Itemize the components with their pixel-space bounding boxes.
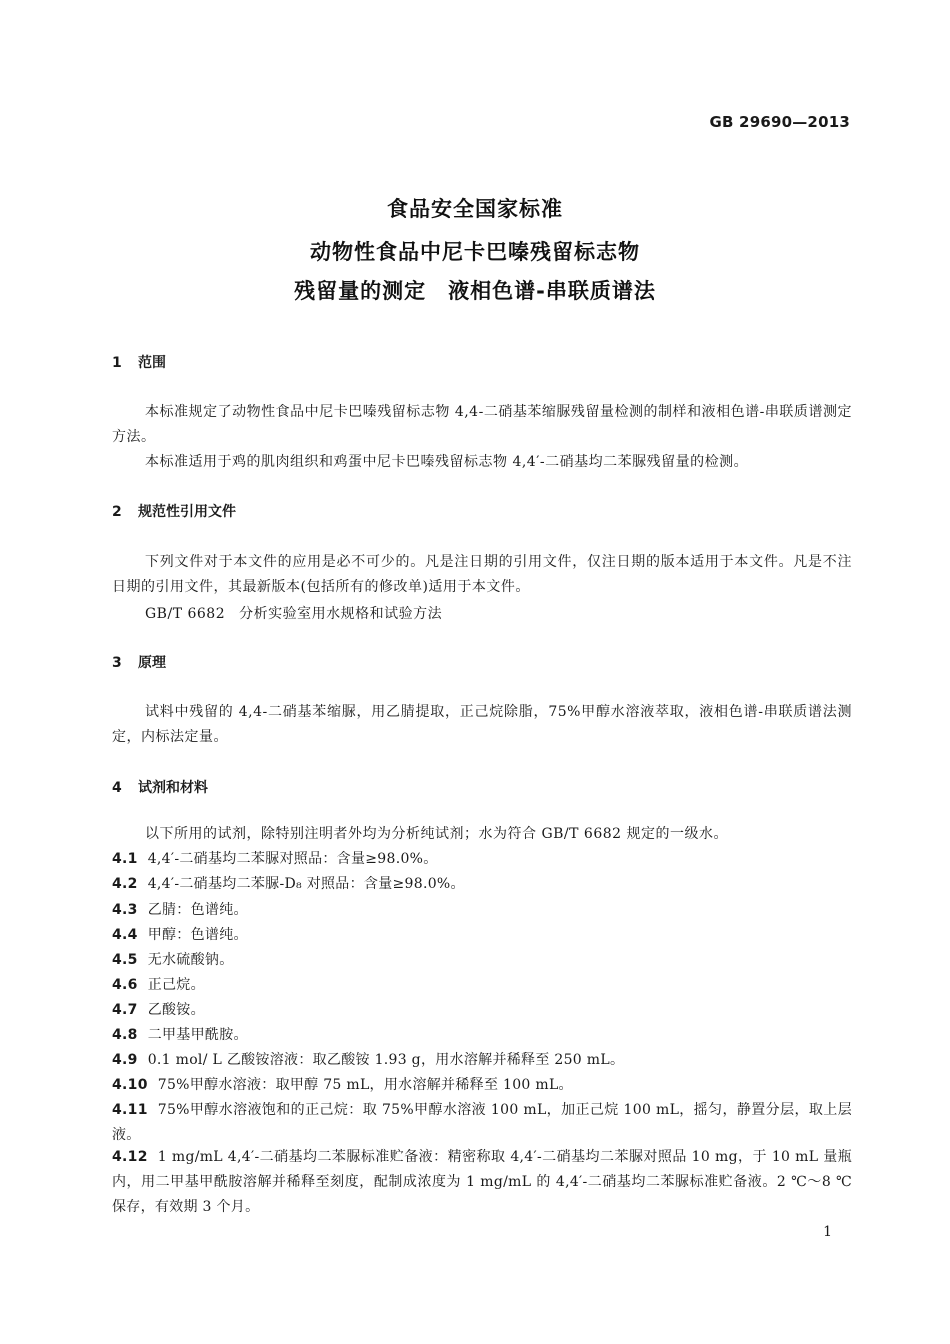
section-3-paragraph-1: 试料中残留的 4,4-二硝基苯缩脲，用乙腈提取，正己烷除脂，75%甲醇水溶液萃取，液相色谱-串联质谱法测定，内标法定量。 [112, 704, 852, 745]
item-text: 无水硫酸钠。 [147, 952, 234, 968]
item-text: 1 mg/mL 4,4′-二硝基均二苯脲标准贮备液：精密称取 4,4′-二硝基均二苯脲对照品 10 mg，于 10 mL 量瓶内，用二甲基甲酰胺溶解并稀释至刻度，配制成浓度为 1 mg/mL 的 4,4′-二硝基均二苯脲标准贮备液。2 ℃～8 ℃保存，有效期 3 个月。 [112, 1149, 852, 1215]
item-number: 4.12 [112, 1149, 148, 1165]
item-text: 4,4′-二硝基均二苯脲对照品：含量≥98.0%。 [147, 851, 438, 867]
section-title: 规范性引用文件 [138, 504, 236, 520]
document-title: 食品安全国家标准 [387, 197, 563, 221]
list-item [112, 1098, 852, 1148]
item-text: 75%甲醇水溶液：取甲醇 75 mL，用水溶解并稀释至 100 mL。 [157, 1077, 573, 1093]
item-number: 4.10 [112, 1077, 148, 1093]
item-text: 正己烷。 [147, 977, 205, 993]
page-number: 1 [823, 1224, 832, 1240]
normative-reference [145, 603, 442, 623]
item-number: 4.11 [112, 1102, 148, 1118]
document-subtitle-line1: 动物性食品中尼卡巴嗪残留标志物 [310, 240, 640, 264]
item-text: 甲醇：色谱纯。 [147, 927, 248, 943]
list-item [112, 923, 852, 948]
section-3-heading [112, 652, 166, 672]
item-number: 4.1 [112, 851, 138, 867]
item-text: 乙酸铵。 [147, 1002, 205, 1018]
section-1-paragraph-2: 本标准适用于鸡的肌肉组织和鸡蛋中尼卡巴嗪残留标志物 4,4′-二硝基均二苯脲残留量的检测。 [145, 454, 749, 470]
list-item [112, 948, 852, 973]
list-item [112, 872, 852, 897]
item-text: 4,4′-二硝基均二苯脲-D₈ 对照品：含量≥98.0%。 [147, 876, 465, 892]
list-item [112, 998, 852, 1023]
reference-title: 分析实验室用水规格和试验方法 [239, 606, 443, 622]
section-title: 试剂和材料 [138, 780, 208, 796]
section-1-heading [112, 352, 166, 372]
list-item [112, 973, 852, 998]
list-item [112, 1145, 852, 1220]
item-text: 二甲基甲酰胺。 [147, 1027, 248, 1043]
item-number: 4.9 [112, 1052, 138, 1068]
item-number: 4.7 [112, 1002, 138, 1018]
reference-code: GB/T 6682 [145, 606, 226, 622]
item-number: 4.5 [112, 952, 138, 968]
section-4-intro: 以下所用的试剂，除特别注明者外均为分析纯试剂；水为符合 GB/T 6682 规定的一级水。 [145, 826, 729, 842]
item-number: 4.6 [112, 977, 138, 993]
item-number: 4.2 [112, 876, 138, 892]
list-item [112, 1073, 852, 1098]
standard-code: GB 29690—2013 [709, 113, 850, 131]
item-text: 乙腈：色谱纯。 [147, 902, 248, 918]
section-number: 1 [112, 355, 122, 371]
section-title: 范围 [138, 355, 166, 371]
section-title: 原理 [138, 655, 166, 671]
item-number: 4.4 [112, 927, 138, 943]
item-text: 75%甲醇水溶液饱和的正己烷：取 75%甲醇水溶液 100 mL，加正己烷 100 mL，摇匀，静置分层，取上层液。 [112, 1102, 852, 1143]
list-item [112, 1048, 852, 1073]
section-4-heading [112, 777, 208, 797]
section-2-paragraph-1: 下列文件对于本文件的应用是必不可少的。凡是注日期的引用文件，仅注日期的版本适用于本文件。凡是不注日期的引用文件，其最新版本(包括所有的修改单)适用于本文件。 [112, 554, 852, 595]
section-number: 2 [112, 504, 122, 520]
list-item [112, 1023, 852, 1048]
item-text: 0.1 mol/ L 乙酸铵溶液：取乙酸铵 1.93 g，用水溶解并稀释至 250 mL。 [147, 1052, 625, 1068]
document-subtitle-line2: 残留量的测定 液相色谱-串联质谱法 [294, 279, 656, 303]
item-number: 4.3 [112, 902, 138, 918]
item-number: 4.8 [112, 1027, 138, 1043]
section-2-heading [112, 501, 236, 521]
section-1-paragraph-1: 本标准规定了动物性食品中尼卡巴嗪残留标志物 4,4-二硝基苯缩脲残留量检测的制样和液相色谱-串联质谱测定方法。 [112, 404, 852, 445]
section-number: 4 [112, 780, 122, 796]
list-item [112, 847, 852, 872]
list-item [112, 898, 852, 923]
section-number: 3 [112, 655, 122, 671]
